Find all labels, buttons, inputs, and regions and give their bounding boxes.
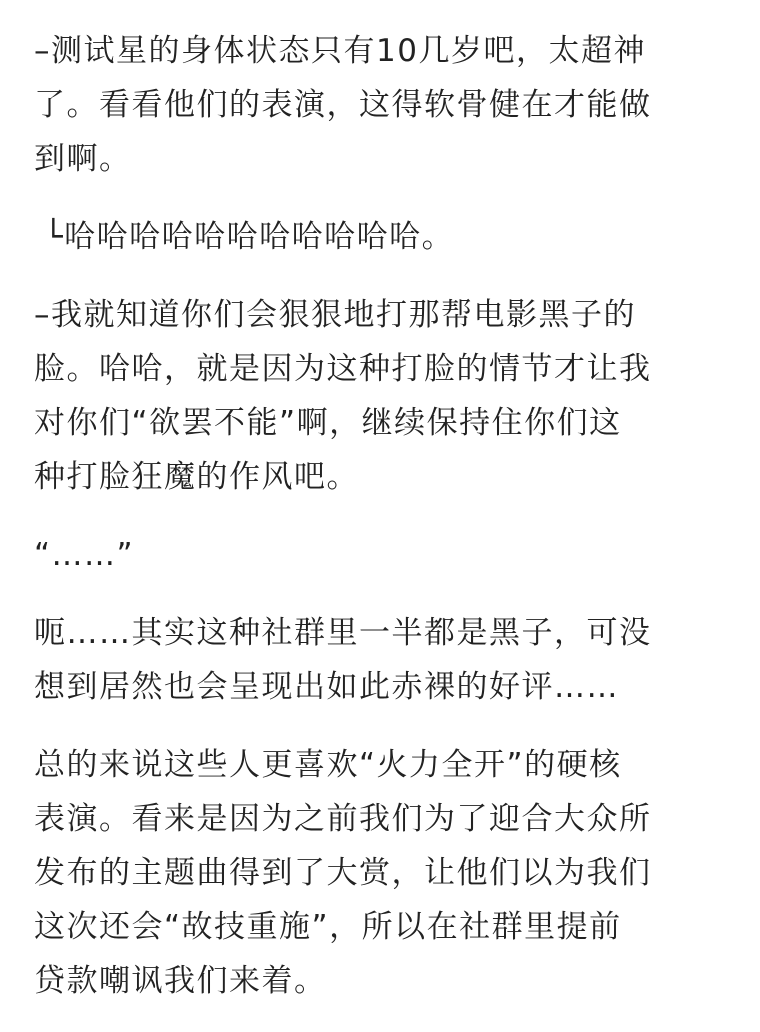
text-line: 了。看看他们的表演，这得软骨健在才能做 bbox=[34, 87, 652, 123]
text-line: 这次还会“故技重施”，所以在社群里提前 bbox=[34, 909, 622, 945]
text-line: 到啊。 bbox=[34, 141, 132, 177]
paragraph-narration-1 bbox=[34, 606, 728, 714]
text-line: –我就知道你们会狠狠地打那帮电影黑子的 bbox=[34, 297, 636, 333]
paragraph-comment-2 bbox=[34, 288, 728, 504]
text-line: 呃……其实这种社群里一半都是黑子，可没 bbox=[34, 615, 652, 651]
text-line: 种打脸狂魔的作风吧。 bbox=[34, 459, 359, 495]
text-line: 对你们“欲罢不能”啊，继续保持住你们这 bbox=[34, 405, 622, 441]
text-line: └哈哈哈哈哈哈哈哈哈哈哈。 bbox=[44, 219, 455, 255]
text-line: 想到居然也会呈现出如此赤裸的好评…… bbox=[34, 669, 619, 705]
text-line: 贷款嘲讽我们来着。 bbox=[34, 963, 327, 999]
document-body bbox=[34, 24, 728, 1032]
paragraph-ellipsis-quote bbox=[34, 528, 728, 582]
text-line: 总的来说这些人更喜欢“火力全开”的硬核 bbox=[34, 747, 622, 783]
paragraph-narration-2 bbox=[34, 738, 728, 1008]
text-line: –测试星的身体状态只有10几岁吧，太超神 bbox=[34, 33, 646, 69]
paragraph-comment-1 bbox=[34, 24, 728, 186]
text-line: “……” bbox=[34, 537, 135, 573]
paragraph-reply-1 bbox=[44, 210, 728, 264]
text-line: 脸。哈哈，就是因为这种打脸的情节才让我 bbox=[34, 351, 652, 387]
text-line: 表演。看来是因为之前我们为了迎合大众所 bbox=[34, 801, 652, 837]
text-line: 发布的主题曲得到了大赏，让他们以为我们 bbox=[34, 855, 652, 891]
